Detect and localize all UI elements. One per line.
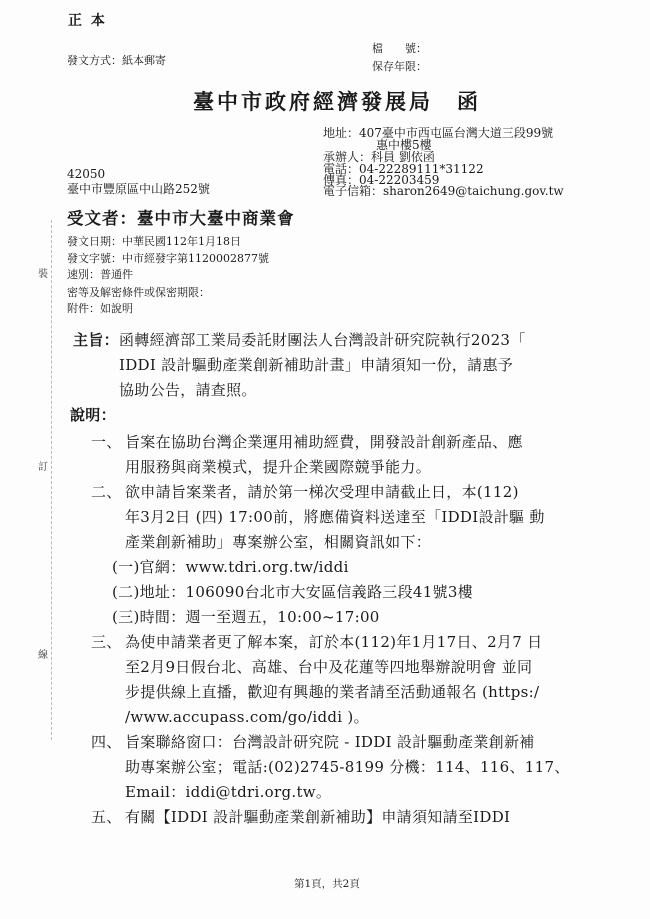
item-line: 年3月2日 (四) 17:00前，將應備資料送達至「IDDI設計驅 動	[125, 508, 545, 526]
item-line: 用服務與商業模式，提升企業國際競爭能力。	[125, 458, 432, 476]
copy-type: 正 本	[68, 13, 107, 29]
explanation-label: 說明：	[70, 406, 116, 424]
postal-code: 42050	[67, 167, 106, 181]
item-line: /www.accupass.com/go/iddi )。	[125, 708, 369, 726]
margin-mark-line: 線	[38, 650, 48, 661]
speed-class: 速別：普通件	[67, 268, 133, 281]
page-number: 第1頁，共2頁	[294, 878, 360, 890]
item-line: 步提供線上直播，歡迎有興趣的業者請至活動通報名 (https:/	[125, 683, 540, 701]
item-line: 至2月9日假台北、高雄、台中及花蓮等四地舉辦說明會 並同	[125, 658, 533, 676]
margin-mark-bind: 裝	[38, 269, 48, 280]
fax: 傳真：04-22203459	[323, 173, 440, 187]
recipient-address: 臺中市豐原區中山路252號	[67, 182, 210, 196]
email: 電子信箱：sharon2649@taichung.gov.tw	[323, 184, 564, 198]
item-line: 旨案在協助台灣企業運用補助經費，開發設計創新產品、應	[125, 433, 523, 451]
phone: 電話：04-22289111*31122	[323, 162, 484, 176]
subject-line: 協助公告，請查照。	[119, 381, 257, 399]
item-line: 有關【IDDI 設計驅動產業創新補助】申請須知請至IDDI	[125, 808, 511, 826]
subject-label: 主旨：	[73, 331, 119, 349]
issue-date: 發文日期：中華民國112年1月18日	[67, 235, 241, 248]
send-method: 發文方式：紙本郵寄	[67, 54, 166, 67]
item-line: 欲申請旨案業者，請於第一梯次受理申請截止日，本(112)	[125, 483, 519, 501]
handler: 承辦人：科員 劉依函	[323, 150, 435, 164]
margin-mark-staple: 訂	[38, 462, 48, 473]
sender-address: 地址：407臺中市西屯區台灣大道三段99號	[323, 126, 554, 140]
sub-item: (二)地址：106090台北市大安區信義路三段41號3樓	[112, 583, 473, 601]
item-number: 一、	[91, 433, 122, 451]
item-line: 助專案辦公室；電話:(02)2745-8199 分機：114、116、117、	[125, 758, 570, 776]
sender-address-floor: 惠中樓5樓	[376, 138, 432, 152]
sub-item: (三)時間：週一至週五，10:00~17:00	[112, 608, 380, 626]
item-line: 旨案聯絡窗口：台灣設計研究院 - IDDI 設計驅動產業創新補	[125, 733, 535, 751]
file-number: 檔 號：	[372, 42, 427, 55]
item-number: 二、	[91, 483, 122, 501]
document-title: 臺中市政府經濟發展局 函	[193, 89, 481, 114]
retention-period: 保存年限：	[372, 60, 427, 73]
sub-item: (一)官網：www.tdri.org.tw/iddi	[112, 558, 349, 576]
item-line: Email：iddi@tdri.org.tw。	[125, 783, 332, 801]
subject-line: 函轉經濟部工業局委託財團法人台灣設計研究院執行2023「	[119, 331, 526, 349]
item-number: 五、	[91, 808, 122, 826]
secrecy-level: 密等及解密條件或保密期限：	[67, 286, 210, 299]
attachment: 附件：如說明	[67, 302, 133, 315]
binding-cut-line	[51, 220, 52, 740]
item-line: 產業創新補助」專案辦公室，相關資訊如下：	[125, 533, 432, 551]
recipient: 受文者：臺中市大臺中商業會	[67, 209, 295, 228]
item-number: 三、	[91, 633, 122, 651]
item-line: 為使申請業者更了解本案，訂於本(112)年1月17日、2月7 日	[125, 633, 543, 651]
item-number: 四、	[91, 733, 122, 751]
subject-line: IDDI 設計驅動產業創新補助計畫」申請須知一份，請惠予	[119, 356, 514, 374]
document-number: 發文字號：中市經發字第1120002877號	[67, 252, 269, 265]
